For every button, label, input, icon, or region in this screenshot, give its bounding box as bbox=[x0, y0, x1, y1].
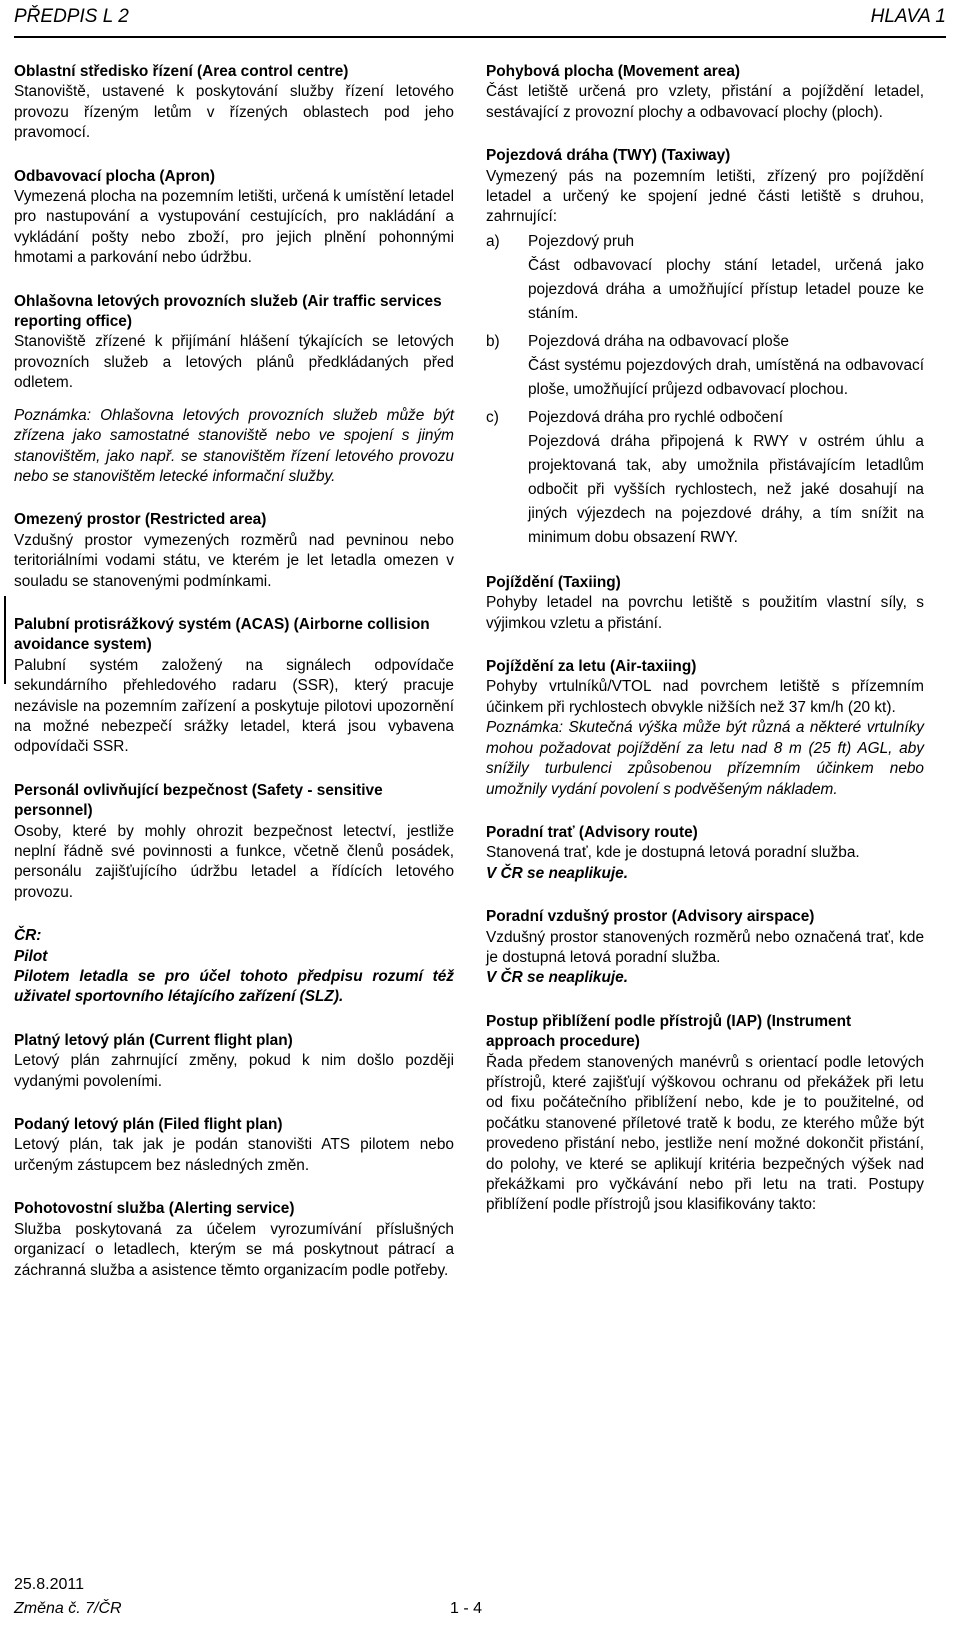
definition-safety-sensitive-personnel bbox=[14, 781, 454, 903]
subtype-heading: Pojezdová dráha na odbavovací ploše bbox=[528, 332, 789, 350]
definition-title: Odbavovací plocha (Apron) bbox=[14, 167, 215, 185]
definition-title: Poradní trať (Advisory route) bbox=[486, 823, 698, 841]
definition-body: Vymezená plocha na pozemním letišti, určená k umístění letadel pro nastupování a vystupování cestujících, pro nakládání a vykládání pošty nebo zboží, pro jejich plnění pohonnými hmotami a parkování nebo údržbu. bbox=[14, 188, 454, 267]
subtype-text: Část odbavovací plochy stání letadel, určená jako pojezdová dráha a umožňující přístup letadel pouze ke stáním. bbox=[528, 256, 924, 322]
definition-body: Vzdušný prostor vymezených rozměrů nad pevninou nebo teritoriálními vodami státu, ve kterém je let letadla omezen v souladu se stanovenými podmínkami. bbox=[14, 531, 454, 590]
definition-title: Pojíždění (Taxiing) bbox=[486, 573, 621, 591]
right-column bbox=[486, 62, 924, 1239]
not-applicable-note: V ČR se neaplikuje. bbox=[486, 969, 628, 987]
left-column bbox=[14, 62, 454, 1304]
definition-title: Platný letový plán (Current flight plan) bbox=[14, 1031, 293, 1049]
definition-acas bbox=[14, 615, 454, 758]
subtype-heading: Pojezdová dráha pro rychlé odbočení bbox=[528, 408, 783, 426]
definition-title: Pohotovostní služba (Alerting service) bbox=[14, 1200, 295, 1218]
cr-term: Pilot bbox=[14, 947, 48, 965]
definition-body: Palubní systém založený na signálech odpovídače sekundárního přehledového radaru (SSR), který pracuje nezávisle na pozemním zařízení a poskytuje pilotovi upozornění na možné nebezpečí srážky letadel, která jsou vybavena odpovídači SSR. bbox=[14, 656, 454, 756]
definition-title: Pojezdová dráha (TWY) (Taxiway) bbox=[486, 147, 731, 165]
definition-body: Letový plán zahrnující změny, pokud k nim došlo později vydanými povoleními. bbox=[14, 1052, 454, 1090]
definition-body: Stanoviště zřízené k přijímání hlášení týkajících se letových provozních služeb a letových plánů předkládaných před odletem. bbox=[14, 333, 454, 392]
definition-body: Osoby, které by mohly ohrozit bezpečnost letectví, jestliže neplní řádně své povinnosti a funkce, včetně členů posádek, personálu zajišťujícího údržbu letadel a řídících letového provozu. bbox=[14, 822, 454, 901]
definition-title: Omezený prostor (Restricted area) bbox=[14, 511, 267, 529]
footer-date: 25.8.2011 bbox=[14, 1576, 84, 1593]
definition-title: Poradní vzdušný prostor (Advisory airspace) bbox=[486, 908, 815, 926]
subtype-text: Část systému pojezdových drah, umístěná na odbavovací ploše, umožňující průjezd odbavovací plochou. bbox=[528, 356, 924, 398]
definition-note: Poznámka: Ohlašovna letových provozních služeb může být zřízena jako samostatné stanoviště nebo ve spojení s jiným stanovištěm, jako např. se stanovištěm řízení letového provozu nebo se stanovištěm letecké informační služby. bbox=[14, 406, 454, 485]
definition-title: Palubní protisrážkový systém (ACAS) (Airborne collision avoidance system) bbox=[14, 615, 430, 654]
definition-advisory-airspace bbox=[486, 907, 924, 989]
definition-body: Letový plán, tak jak je podán stanovišti ATS pilotem nebo určeným zástupcem bez následných změn. bbox=[14, 1136, 454, 1174]
definition-filed-flight-plan bbox=[14, 1115, 454, 1176]
footer-change: Změna č. 7/ČR bbox=[14, 1600, 122, 1617]
definition-title: Pojíždění za letu (Air-taxiing) bbox=[486, 658, 697, 676]
definition-body: Stanovená trať, kde je dostupná letová poradní služba. bbox=[486, 844, 860, 862]
definition-title: Personál ovlivňující bezpečnost (Safety - sensitive personnel) bbox=[14, 781, 383, 820]
page-footer bbox=[14, 1573, 946, 1623]
definition-alerting-service bbox=[14, 1199, 454, 1281]
definition-note: Poznámka: Skutečná výška může být různá a některé vrtulníky mohou požadovat pojíždění za letu nad 8 m (25 ft) AGL, aby snížily turbulenci způsobenou přízemním účinkem nebo umožnily vydání povolení s podvěšeným nákladem. bbox=[486, 719, 924, 798]
cr-body: Pilotem letadla se pro účel tohoto předpisu rozumí též uživatel sportovního létajícího zařízení (SLZ). bbox=[14, 968, 454, 1006]
definition-advisory-route bbox=[486, 823, 924, 884]
list-letter: c) bbox=[486, 408, 499, 426]
subtype-text: Pojezdová dráha připojená k RWY v ostrém úhlu a projektovaná tak, aby umožnila přistávajícím letadlům odbočit při vyšších rychlostech, než jaké dosahují na jiných výjezdech na pojezdové dráhy, a tím snížit na minimum dobu obsazení RWY. bbox=[528, 432, 924, 546]
cr-label: ČR: bbox=[14, 927, 42, 945]
definition-title: Oblastní středisko řízení (Area control centre) bbox=[14, 63, 349, 80]
definition-restricted-area bbox=[14, 510, 454, 592]
header-chapter: HLAVA 1 bbox=[870, 6, 946, 27]
definition-title: Pohybová plocha (Movement area) bbox=[486, 63, 741, 80]
definition-air-taxiing bbox=[486, 657, 924, 800]
definition-apron bbox=[14, 167, 454, 269]
definition-body: Vymezený pás na pozemním letišti, zřízený pro pojíždění letadel a určený ke spojení jedné části letiště s druhou, zahrnující: bbox=[486, 167, 924, 226]
definition-pilot-cr bbox=[14, 926, 454, 1008]
taxiway-subtype-c bbox=[486, 406, 924, 550]
definition-title: Ohlašovna letových provozních služeb (Air traffic services reporting office) bbox=[14, 292, 442, 331]
definition-taxiing bbox=[486, 573, 924, 634]
not-applicable-note: V ČR se neaplikuje. bbox=[486, 864, 628, 882]
definition-area-control-centre bbox=[14, 62, 454, 144]
header-regulation: PŘEDPIS L 2 bbox=[14, 6, 129, 27]
change-bar bbox=[4, 596, 6, 684]
taxiway-subtype-a bbox=[486, 230, 924, 326]
definition-body: Pohyby letadel na povrchu letiště s použitím vlastní síly, s výjimkou vzletu a přistání. bbox=[486, 594, 924, 632]
definition-body: Vzdušný prostor stanovených rozměrů nebo označená trať, kde je dostupná letová poradní služba. bbox=[486, 928, 924, 966]
footer-page-number: 1 - 4 bbox=[450, 1600, 483, 1617]
definition-ats-reporting-office bbox=[14, 292, 454, 488]
definition-title: Podaný letový plán (Filed flight plan) bbox=[14, 1116, 283, 1134]
list-letter: a) bbox=[486, 232, 500, 250]
definition-body: Pohyby vrtulníků/VTOL nad povrchem letiště s přízemním účinkem při rychlostech obvykle nižších než 37 km/h (20 kt). bbox=[486, 678, 924, 716]
definition-taxiway bbox=[486, 146, 924, 550]
definition-current-flight-plan bbox=[14, 1031, 454, 1092]
taxiway-subtype-b bbox=[486, 330, 924, 402]
subtype-heading: Pojezdový pruh bbox=[528, 232, 635, 250]
page-header bbox=[14, 2, 946, 38]
definition-movement-area bbox=[486, 62, 924, 123]
definition-body: Stanoviště, ustavené k poskytování služby řízení letového provozu řízeným letům v řízených oblastech pod jeho pravomocí. bbox=[14, 83, 454, 142]
definition-body: Řada předem stanovených manévrů s orientací podle letových přístrojů, které zajišťují výškovou ochranu od překážek při letu od fixu počátečního přiblížení nebo, kde je to použitelné, od počátku stanovené příletové tratě k bodu, ze kterého může být provedeno přistání nebo, jestliže není možné dokončit přistání, do polohy, ve které se aplikují kritéria bezpečných výšek nad překážkami pro vyčkávání nebo při letu na trati. Postupy přiblížení podle přístrojů jsou klasifikovány takto: bbox=[486, 1053, 924, 1214]
definition-body: Služba poskytovaná za účelem vyrozumívání příslušných organizací o letadlech, kterým se má poskytnout pátrací a záchranná služba a asistence těmto organizacím podle potřeby. bbox=[14, 1220, 454, 1279]
definition-body: Část letiště určená pro vzlety, přistání a pojíždění letadel, sestávající z provozní plochy a odbavovací plochy (ploch). bbox=[486, 83, 924, 121]
definition-instrument-approach-procedure bbox=[486, 1012, 924, 1216]
list-letter: b) bbox=[486, 332, 500, 350]
definition-title: Postup přiblížení podle přístrojů (IAP) (Instrument approach procedure) bbox=[486, 1012, 852, 1051]
